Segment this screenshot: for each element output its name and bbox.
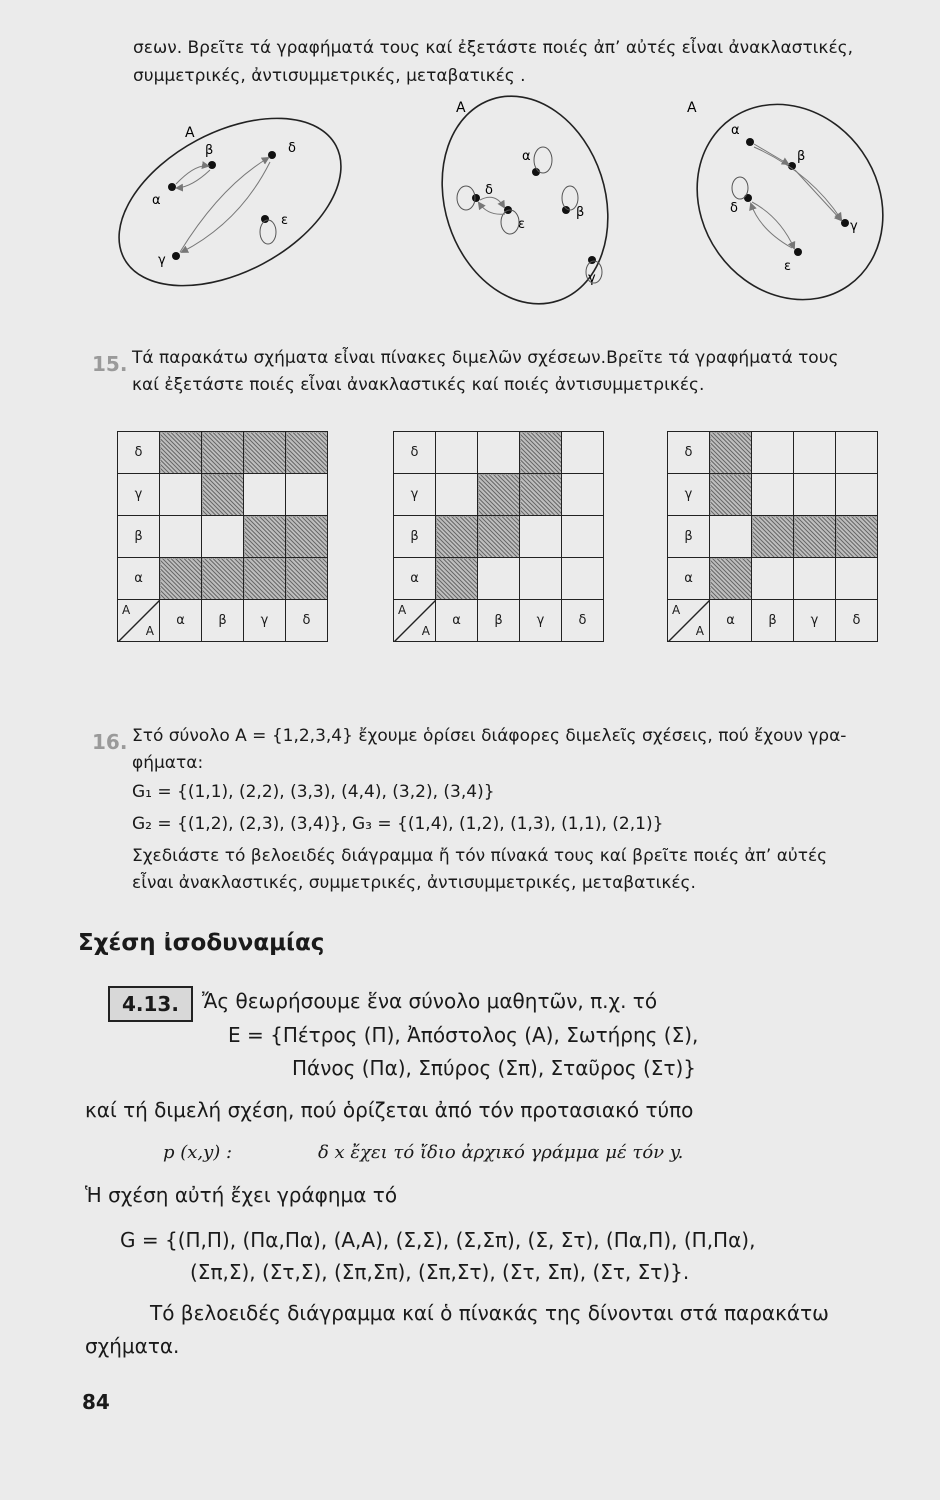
exercise-number: 16.: [92, 730, 128, 754]
point-gamma: [172, 252, 180, 260]
table-cell: [478, 516, 520, 558]
table-cell: [520, 516, 562, 558]
paragraph-number: 4.13.: [108, 986, 193, 1022]
formula-left: p (x,y) :: [163, 1142, 233, 1163]
svg-text:ε: ε: [518, 217, 526, 232]
table-cell: [562, 432, 604, 474]
graph-g: G = {(Π,Π), (Πα,Πα), (Α,Α), (Σ,Σ), (Σ,Σπ), (Σ, Στ), (Πα,Π), (Π,Πα),: [120, 1228, 756, 1252]
text-line: Σχεδιάστε τό βελοειδές διάγραμμα ἤ τόν πίνακά τους καί βρεῖτε ποιές ἀπ’ αὐτές: [132, 846, 828, 866]
text-line: Ἄς θεωρήσουμε ἕνα σύνολο μαθητῶν, π.χ. τό: [202, 989, 658, 1013]
point-beta: [208, 161, 216, 169]
table-cell: [286, 432, 328, 474]
corner-upper: A: [672, 603, 681, 617]
table-cell: [202, 432, 244, 474]
svg-text:α: α: [731, 123, 740, 138]
table-cell: [794, 516, 836, 558]
point-epsilon: [261, 215, 269, 223]
column-label: δ: [562, 600, 604, 642]
diagram-set-label: A: [185, 125, 195, 141]
arrow-diagram-3: [659, 92, 920, 312]
relation-table-1: [117, 431, 328, 642]
graph-g: (Σπ,Σ), (Στ,Σ), (Σπ,Σπ), (Σπ,Στ), (Στ, Σπ), (Στ, Στ)}.: [190, 1260, 690, 1284]
text-line: Τά παρακάτω σχήματα εἶναι πίνακες διμελῶν σχέσεων.Βρεῖτε τά γραφήματά τους: [132, 348, 839, 368]
relation-table-3: [667, 431, 878, 642]
svg-text:δ: δ: [730, 201, 738, 216]
table-cell: [244, 516, 286, 558]
graph-g2-g3: G₂ = {(1,2), (2,3), (3,4)}, G₃ = {(1,4), (1,2), (1,3), (1,1), (2,1)}: [132, 814, 664, 834]
table-cell: [710, 558, 752, 600]
table-cell: [562, 558, 604, 600]
table-cell: [160, 432, 202, 474]
corner-lower: A: [695, 624, 704, 638]
text-line: Τό βελοειδές διάγραμμα καί ὁ πίνακάς της δίνονται στά παρακάτω: [150, 1301, 829, 1325]
column-label: β: [478, 600, 520, 642]
row-label: δ: [118, 432, 160, 474]
table-corner: [394, 600, 436, 642]
column-label: δ: [836, 600, 878, 642]
table-cell: [436, 516, 478, 558]
table-cell: [836, 558, 878, 600]
table-cell: [710, 474, 752, 516]
text-line: Στό σύνολο Α = {1,2,3,4} ἔχουμε ὁρίσει διάφορες διμελεῖς σχέσεις, πού ἔχουν γρα-: [132, 726, 847, 746]
table-cell: [244, 474, 286, 516]
table-cell: [160, 558, 202, 600]
row-label: δ: [394, 432, 436, 474]
svg-text:δ: δ: [485, 183, 493, 198]
table-cell: [202, 474, 244, 516]
svg-text:γ: γ: [588, 271, 596, 286]
column-label: α: [436, 600, 478, 642]
table-cell: [478, 432, 520, 474]
text-line: σεων. Βρεῖτε τά γραφήματά τους καί ἐξετάστε ποιές ἀπ’ αὐτές εἶναι ἀνακλαστικές,: [133, 38, 854, 58]
table-cell: [160, 516, 202, 558]
table-cell: [794, 558, 836, 600]
table-cell: [794, 474, 836, 516]
table-cell: [752, 432, 794, 474]
row-label: δ: [668, 432, 710, 474]
row-label: γ: [118, 474, 160, 516]
corner-lower: A: [421, 624, 430, 638]
table-cell: [836, 474, 878, 516]
svg-text:A: A: [456, 100, 466, 116]
text-line: εἶναι ἀνακλαστικές, συμμετρικές, ἀντισυμμετρικές, μεταβατικές.: [132, 873, 696, 893]
table-cell: [244, 558, 286, 600]
svg-text:ε: ε: [784, 259, 792, 274]
table-cell: [836, 432, 878, 474]
column-label: γ: [794, 600, 836, 642]
column-label: α: [160, 600, 202, 642]
table-cell: [562, 516, 604, 558]
table-cell: [752, 516, 794, 558]
text-line: καί τή διμελή σχέση, πού ὁρίζεται ἀπό τόν προτασιακό τύπο: [85, 1098, 694, 1122]
svg-text:γ: γ: [158, 253, 166, 268]
table-cell: [520, 558, 562, 600]
svg-text:β: β: [205, 143, 214, 158]
arrow-diagram-2: [416, 92, 634, 312]
table-cell: [160, 474, 202, 516]
table-cell: [286, 516, 328, 558]
table-cell: [752, 474, 794, 516]
point-delta: [268, 151, 276, 159]
row-label: α: [394, 558, 436, 600]
row-label: α: [118, 558, 160, 600]
text-line: συμμετρικές, ἀντισυμμετρικές, μεταβατικές .: [133, 66, 526, 86]
row-label: γ: [668, 474, 710, 516]
table-cell: [710, 432, 752, 474]
svg-text:β: β: [576, 205, 585, 220]
table-cell: [436, 432, 478, 474]
text-line: φήματα:: [132, 753, 204, 773]
text-line: καί ἐξετάστε ποιές εἶναι ἀνακλαστικές καί ποιές ἀντισυμμετρικές.: [132, 375, 705, 395]
table-cell: [244, 432, 286, 474]
corner-upper: A: [398, 603, 407, 617]
point-alpha: [168, 183, 176, 191]
exercise-number: 15.: [92, 352, 128, 376]
table-cell: [286, 474, 328, 516]
relation-table-2: [393, 431, 604, 642]
arrow-diagram-1: [100, 92, 369, 312]
svg-text:A: A: [687, 100, 697, 116]
column-label: α: [710, 600, 752, 642]
table-cell: [752, 558, 794, 600]
page-number: 84: [82, 1390, 110, 1414]
table-cell: [202, 516, 244, 558]
row-label: β: [394, 516, 436, 558]
corner-lower: A: [145, 624, 154, 638]
corner-upper: A: [122, 603, 131, 617]
svg-text:δ: δ: [288, 141, 296, 156]
column-label: γ: [244, 600, 286, 642]
table-cell: [436, 474, 478, 516]
svg-text:ε: ε: [281, 213, 289, 228]
column-label: γ: [520, 600, 562, 642]
svg-text:α: α: [152, 193, 161, 208]
row-label: β: [668, 516, 710, 558]
table-cell: [710, 516, 752, 558]
set-definition: E = {Πέτρος (Π), Ἀπόστολος (Α), Σωτήρης (Σ),: [228, 1023, 699, 1047]
set-definition: Πάνος (Πα), Σπύρος (Σπ), Σταῦρος (Στ)}: [292, 1056, 697, 1080]
graph-g1: G₁ = {(1,1), (2,2), (3,3), (4,4), (3,2), (3,4)}: [132, 782, 495, 802]
row-label: γ: [394, 474, 436, 516]
svg-text:γ: γ: [850, 219, 858, 234]
table-corner: [668, 600, 710, 642]
table-cell: [520, 474, 562, 516]
row-label: α: [668, 558, 710, 600]
table-cell: [286, 558, 328, 600]
row-label: β: [118, 516, 160, 558]
table-cell: [478, 558, 520, 600]
table-cell: [436, 558, 478, 600]
arrow-diagrams: [100, 92, 920, 312]
table-cell: [202, 558, 244, 600]
table-cell: [836, 516, 878, 558]
table-cell: [562, 474, 604, 516]
section-title: Σχέση ἰσοδυναμίας: [78, 930, 325, 956]
column-label: δ: [286, 600, 328, 642]
svg-text:α: α: [522, 149, 531, 164]
table-cell: [520, 432, 562, 474]
column-label: β: [752, 600, 794, 642]
formula-right: δ x ἔχει τό ἴδιο ἀρχικό γράμμα μέ τόν y.: [318, 1142, 684, 1163]
svg-text:β: β: [797, 149, 806, 164]
text-line: σχήματα.: [85, 1334, 180, 1358]
table-cell: [478, 474, 520, 516]
table-corner: [118, 600, 160, 642]
text-line: Ἡ σχέση αὐτή ἔχει γράφημα τό: [85, 1183, 398, 1207]
column-label: β: [202, 600, 244, 642]
table-cell: [794, 432, 836, 474]
